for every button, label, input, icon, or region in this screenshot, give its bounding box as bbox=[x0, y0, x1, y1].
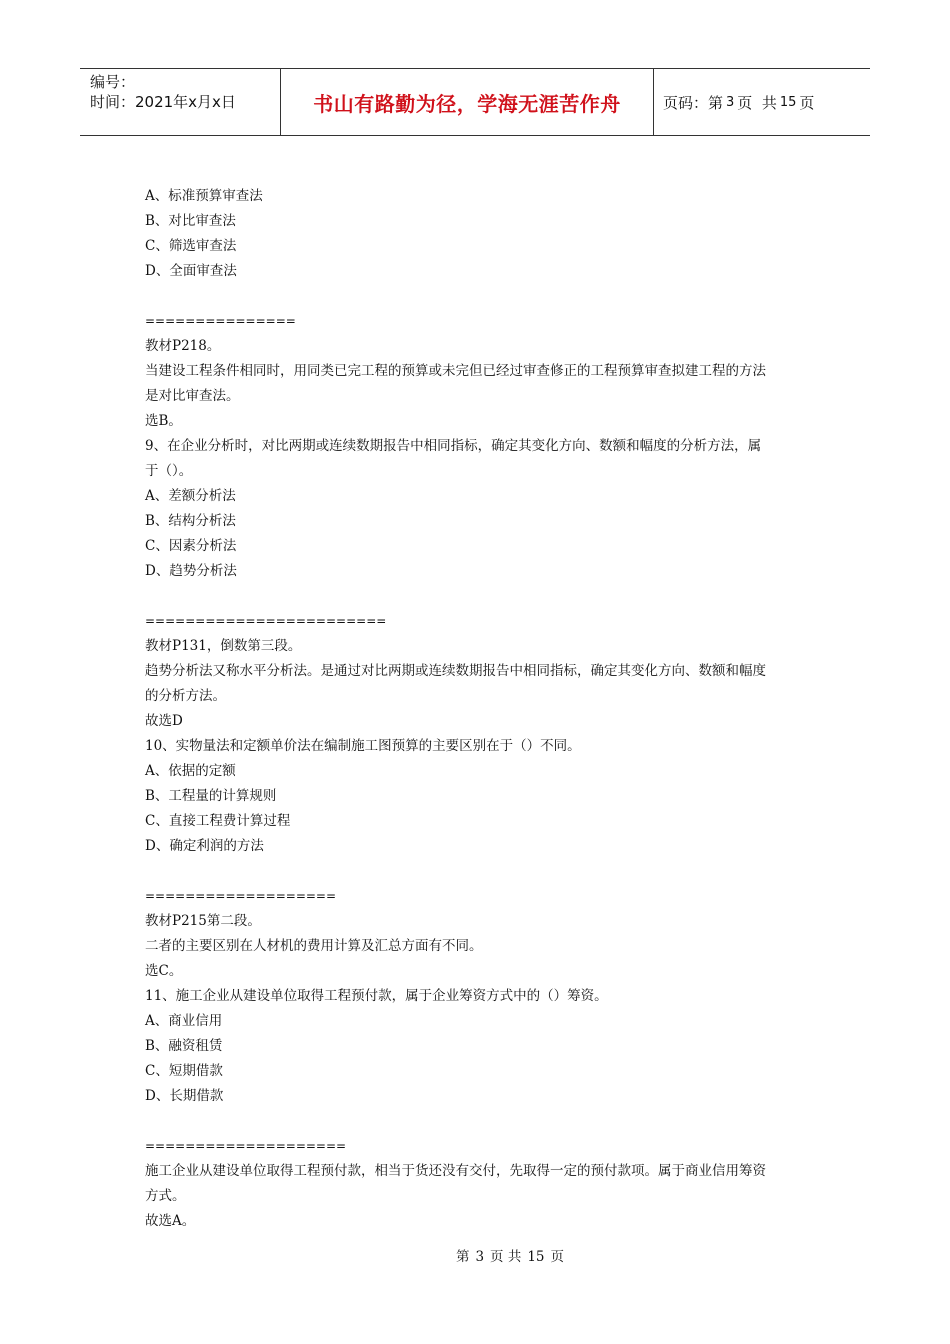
text-line: 教材P131，倒数第三段。 bbox=[145, 638, 302, 654]
text-line: 施工企业从建设单位取得工程预付款，相当于货还没有交付，先取得一定的预付款项。属于商业信用筹资 bbox=[145, 1163, 766, 1179]
header-page-total: 15 bbox=[779, 94, 797, 110]
header-page-indicator bbox=[654, 69, 870, 135]
text-line: 于（）。 bbox=[145, 463, 193, 479]
text-line: 选C。 bbox=[145, 963, 183, 979]
footer-page-mid: 页 共 bbox=[490, 1249, 522, 1265]
text-line: D、确定利润的方法 bbox=[145, 838, 264, 854]
text-line: B、结构分析法 bbox=[145, 513, 236, 529]
text-line: D、全面审查法 bbox=[145, 263, 237, 279]
separator-line: =============== bbox=[145, 314, 296, 328]
footer-page-current: 3 bbox=[475, 1249, 485, 1265]
document-time-label: 时间：2021年x月x日 bbox=[90, 93, 236, 111]
blank-line bbox=[145, 584, 815, 609]
text-line: 当建设工程条件相同时，用同类已完工程的预算或未完但已经过审查修正的工程预算审查拟建工程的方法 bbox=[145, 363, 766, 379]
text-line: 教材P218。 bbox=[145, 338, 221, 354]
text-line: B、对比审查法 bbox=[145, 213, 236, 229]
page-header bbox=[80, 68, 870, 136]
header-page-prefix: 页码：第 bbox=[663, 93, 724, 112]
text-line: B、工程量的计算规则 bbox=[145, 788, 277, 804]
document-body bbox=[145, 184, 815, 1234]
separator-line: ==================== bbox=[145, 1139, 347, 1153]
header-motto-cell bbox=[281, 69, 654, 135]
separator-line: =================== bbox=[145, 889, 337, 903]
header-page-suffix: 页 bbox=[799, 93, 815, 112]
text-line: 故选A。 bbox=[145, 1213, 196, 1229]
text-line: 方式。 bbox=[145, 1188, 186, 1204]
text-line: A、差额分析法 bbox=[145, 488, 236, 504]
header-meta bbox=[80, 69, 281, 135]
header-motto: 书山有路勤为径，学海无涯苦作舟 bbox=[313, 91, 621, 116]
blank-line bbox=[145, 284, 815, 309]
separator-line: ======================== bbox=[145, 614, 387, 628]
text-line: A、依据的定额 bbox=[145, 763, 236, 779]
page-footer bbox=[0, 1245, 950, 1265]
text-line: A、标准预算审查法 bbox=[145, 188, 263, 204]
text-line: C、因素分析法 bbox=[145, 538, 237, 554]
header-page-mid: 页 共 bbox=[737, 93, 777, 112]
footer-page-total: 15 bbox=[527, 1249, 545, 1265]
text-line: 选B。 bbox=[145, 413, 182, 429]
text-line: C、筛选审查法 bbox=[145, 238, 237, 254]
text-line: D、趋势分析法 bbox=[145, 563, 237, 579]
blank-line bbox=[145, 859, 815, 884]
footer-page-prefix: 第 bbox=[455, 1249, 470, 1265]
text-line: 的分析方法。 bbox=[145, 688, 226, 704]
text-line: 是对比审查法。 bbox=[145, 388, 240, 404]
text-line: 10、实物量法和定额单价法在编制施工图预算的主要区别在于（）不同。 bbox=[145, 738, 581, 754]
footer-page-suffix: 页 bbox=[550, 1249, 565, 1265]
text-line: 二者的主要区别在人材机的费用计算及汇总方面有不同。 bbox=[145, 938, 483, 954]
text-line: D、长期借款 bbox=[145, 1088, 224, 1104]
text-line: 趋势分析法又称水平分析法。是通过对比两期或连续数期报告中相同指标，确定其变化方向、数额和幅度 bbox=[145, 663, 766, 679]
text-line: 9、在企业分析时，对比两期或连续数期报告中相同指标，确定其变化方向、数额和幅度的分析方法，属 bbox=[145, 438, 762, 454]
text-line: B、融资租赁 bbox=[145, 1038, 223, 1054]
header-page-current: 3 bbox=[726, 94, 735, 110]
blank-line bbox=[145, 1109, 815, 1134]
text-line: 故选D bbox=[145, 713, 183, 729]
document-number-label: 编号： bbox=[90, 73, 136, 91]
text-line: A、商业信用 bbox=[145, 1013, 223, 1029]
text-line: C、直接工程费计算过程 bbox=[145, 813, 291, 829]
text-line: 教材P215第二段。 bbox=[145, 913, 261, 929]
text-line: 11、施工企业从建设单位取得工程预付款，属于企业筹资方式中的（）筹资。 bbox=[145, 988, 608, 1004]
text-line: C、短期借款 bbox=[145, 1063, 223, 1079]
